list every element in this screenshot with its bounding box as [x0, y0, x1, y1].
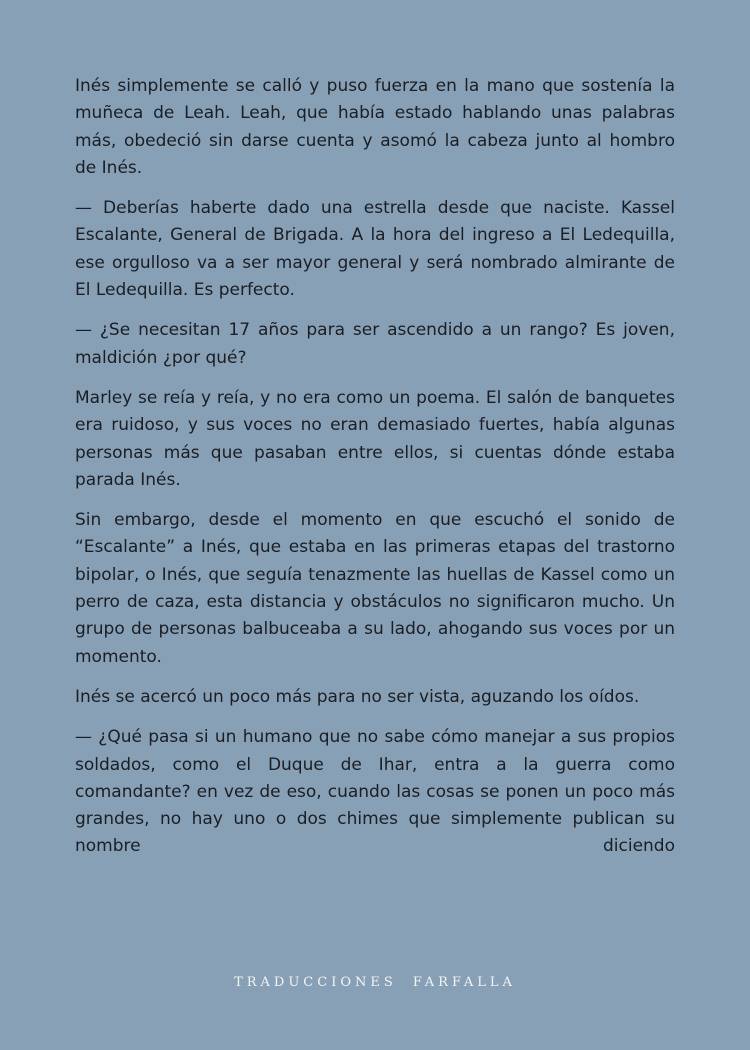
paragraph-6: Inés se acercó un poco más para no ser vista, aguzando los oídos.	[75, 686, 640, 707]
paragraph-7: — ¿Qué pasa si un humano que no sabe cómo manejar a sus propios soldados, como el Duque de Ihar, entra a la guerra como comandante? en vez de eso, cuando las cosas se ponen un poco más grandes, no hay uno o dos chimes que simplemente publican su nombre diciendo	[75, 727, 675, 857]
paragraph-2: — Deberías haberte dado una estrella desde que naciste. Kassel Escalante, General de Brigada. A la hora del ingreso a El Ledequilla, ese orgulloso va a ser mayor general y será nombrado almirante de El Ledequilla. Es perfecto.	[75, 198, 675, 301]
page-footer: TRADUCCIONES FARFALLA	[234, 975, 516, 990]
page-body	[75, 73, 675, 874]
paragraph-1: Inés simplemente se calló y puso fuerza en la mano que sostenía la muñeca de Leah. Leah, que había estado hablando unas palabras más, obedeció sin darse cuenta y asomó la cabeza junto al hombro de Inés.	[75, 76, 675, 178]
paragraph-5: Sin embargo, desde el momento en que escuchó el sonido de “Escalante” a Inés, que estaba en las primeras etapas del trastorno bipolar, o Inés, que seguía tenazmente las huellas de Kassel como un perro de caza, esta distancia y obstáculos no significaron mucho. Un grupo de personas balbuceaba a su lado, ahogando sus voces por un momento.	[75, 510, 675, 667]
paragraph-4: Marley se reía y reía, y no era como un poema. El salón de banquetes era ruidoso, y sus voces no eran demasiado fuertes, había algunas personas más que pasaban entre ellos, si cuentas dónde estaba parada Inés.	[75, 387, 675, 490]
paragraph-3: — ¿Se necesitan 17 años para ser ascendido a un rango? Es joven, maldición ¿por qué?	[75, 320, 675, 368]
